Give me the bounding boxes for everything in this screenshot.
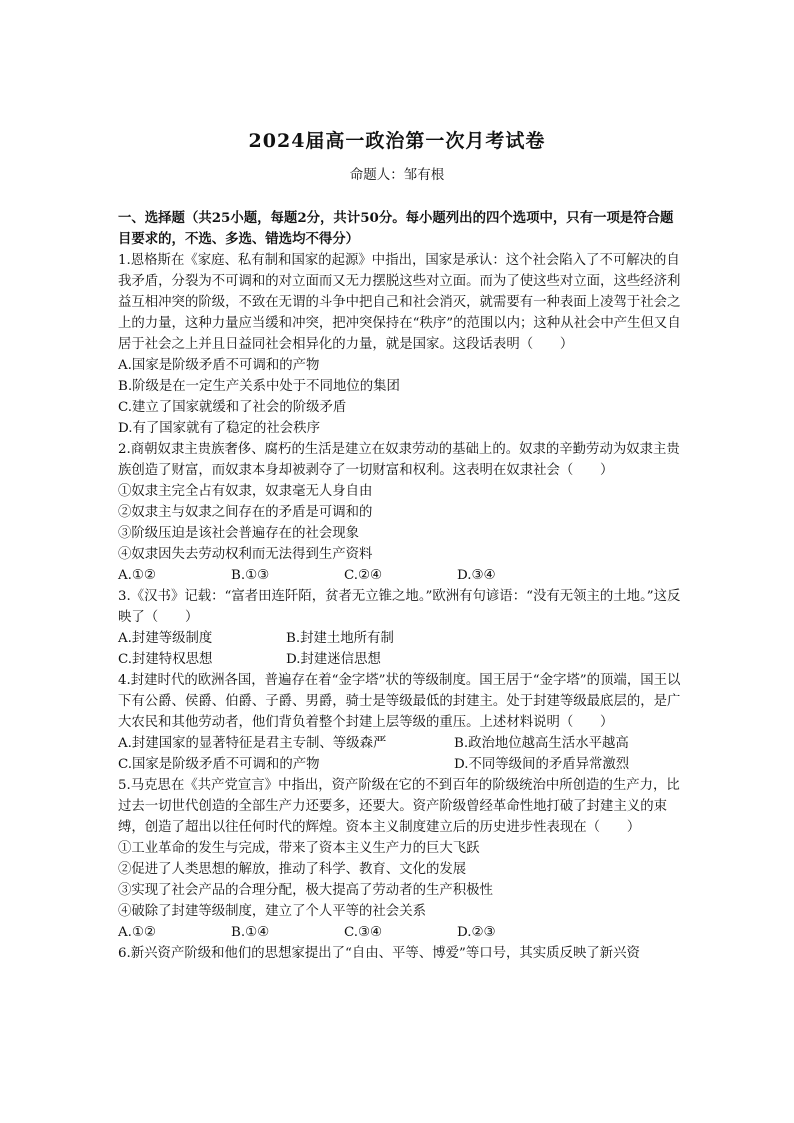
exam-author: 命题人：邹有根 xyxy=(349,167,445,183)
question-1-stem: 1.恩格斯在《家庭、私有制和国家的起源》中指出，国家是承认：这个社会陷入了不可解决的自我矛盾，分裂为不可调和的对立面而又无力摆脱这些对立面。而为了使这些对立面，这些经济利益互相冲突的阶级，不致在无谓的斗争中把自己和社会消灭，就需要有一种表面上凌驾于社会之上的力量，这种力量应当缓和冲突，把冲突保持在“秩序”的范围以内；这种从社会中产生但又自居于社会之上并且日益同社会相异化的力量，就是国家。这段话表明（ ） xyxy=(118,253,681,352)
question-4-stem: 4.封建时代的欧洲各国，普遍存在着“金字塔”状的等级制度。国王居于“金字塔”的顶端，国王以下有公爵、侯爵、伯爵、子爵、男爵，骑士是等级最低的封建主。处于封建等级最底层的，是广大农民和其他劳动者，他们背负着整个封建上层等级的重压。上述材料说明（ ） xyxy=(118,673,681,730)
question-1-option-a: A.国家是阶级矛盾不可调和的产物 xyxy=(118,358,320,373)
question-4-options-row-2 xyxy=(118,754,684,775)
question-2-item-4: ④奴隶因失去劳动权利而无法得到生产资料 xyxy=(118,547,373,562)
question-5-item-2: ②促进了人类思想的解放，推动了科学、教育、文化的发展 xyxy=(118,862,467,877)
question-4-options-row-1 xyxy=(118,733,684,754)
question-3-option-a: A.封建等级制度 xyxy=(118,631,213,646)
question-3-options-row-2 xyxy=(118,649,684,670)
question-5-option-b: B.①④ xyxy=(231,925,270,940)
question-3-options-row-1 xyxy=(118,628,684,649)
question-5-option-d: D.②③ xyxy=(457,925,496,940)
question-2-item-3: ③阶级压迫是该社会普遍存在的社会现象 xyxy=(118,526,360,541)
question-3-option-c: C.封建特权思想 xyxy=(118,652,213,667)
section-heading: 一、选择题（共25小题，每题2分，共计50分。每小题列出的四个选项中，只有一项是符合题目要求的，不选、多选、错选均不得分） xyxy=(118,210,674,247)
question-4-option-b: B.政治地位越高生活水平越高 xyxy=(454,736,629,751)
question-2-option-c: C.②④ xyxy=(344,568,383,583)
question-6-stem: 6.新兴资产阶级和他们的思想家提出了“自由、平等、博爱”等口号，其实质反映了新兴资 xyxy=(118,946,640,961)
question-5-item-4: ④破除了封建等级制度，建立了个人平等的社会关系 xyxy=(118,904,426,919)
question-2-option-d: D.③④ xyxy=(457,568,496,583)
question-4-option-d: D.不同等级间的矛盾异常激烈 xyxy=(454,757,630,772)
question-2-item-1: ①奴隶主完全占有奴隶，奴隶毫无人身自由 xyxy=(118,484,373,499)
question-3-stem: 3.《汉书》记载：“富者田连阡陌，贫者无立锥之地。”欧洲有句谚语：“没有无领主的土地。”这反映了（ ） xyxy=(118,589,681,625)
question-4-option-a: A.封建国家的显著特征是君主专制、等级森严 xyxy=(118,736,387,751)
question-5-options xyxy=(118,922,684,943)
question-2-options xyxy=(118,565,684,586)
exam-title: 2024届高一政治第一次月考试卷 xyxy=(248,130,546,152)
question-5-stem: 5.马克思在《共产党宣言》中指出，资产阶级在它的不到百年的阶级统治中所创造的生产力，比过去一切世代创造的全部生产力还要多，还要大。资产阶级曾经革命性地打破了封建主义的束缚，创造了超出以往任何时代的辉煌。资本主义制度建立后的历史进步性表现在（ ） xyxy=(118,778,680,835)
question-1-option-b: B.阶级是在一定生产关系中处于不同地位的集团 xyxy=(118,379,400,394)
question-2-item-2: ②奴隶主与奴隶之间存在的矛盾是可调和的 xyxy=(118,505,373,520)
question-5-option-a: A.①② xyxy=(118,925,156,940)
question-2-stem: 2.商朝奴隶主贵族奢侈、腐朽的生活是建立在奴隶劳动的基础上的。奴隶的辛勤劳动为奴隶主贵族创造了财富，而奴隶本身却被剥夺了一切财富和权利。这表明在奴隶社会（ ） xyxy=(118,442,680,478)
question-5-item-1: ①工业革命的发生与完成，带来了资本主义生产力的巨大飞跃 xyxy=(118,841,480,856)
question-3-option-b: B.封建土地所有制 xyxy=(286,631,394,646)
question-1-option-c: C.建立了国家就缓和了社会的阶级矛盾 xyxy=(118,400,347,415)
question-3-option-d: D.封建迷信思想 xyxy=(286,652,381,667)
question-2-option-a: A.①② xyxy=(118,568,156,583)
question-4-option-c: C.国家是阶级矛盾不可调和的产物 xyxy=(118,757,320,772)
exam-body xyxy=(118,208,684,964)
question-5-option-c: C.③④ xyxy=(344,925,383,940)
question-5-item-3: ③实现了社会产品的合理分配，极大提高了劳动者的生产积极性 xyxy=(118,883,493,898)
question-2-option-b: B.①③ xyxy=(231,568,270,583)
question-1-option-d: D.有了国家就有了稳定的社会秩序 xyxy=(118,421,320,436)
